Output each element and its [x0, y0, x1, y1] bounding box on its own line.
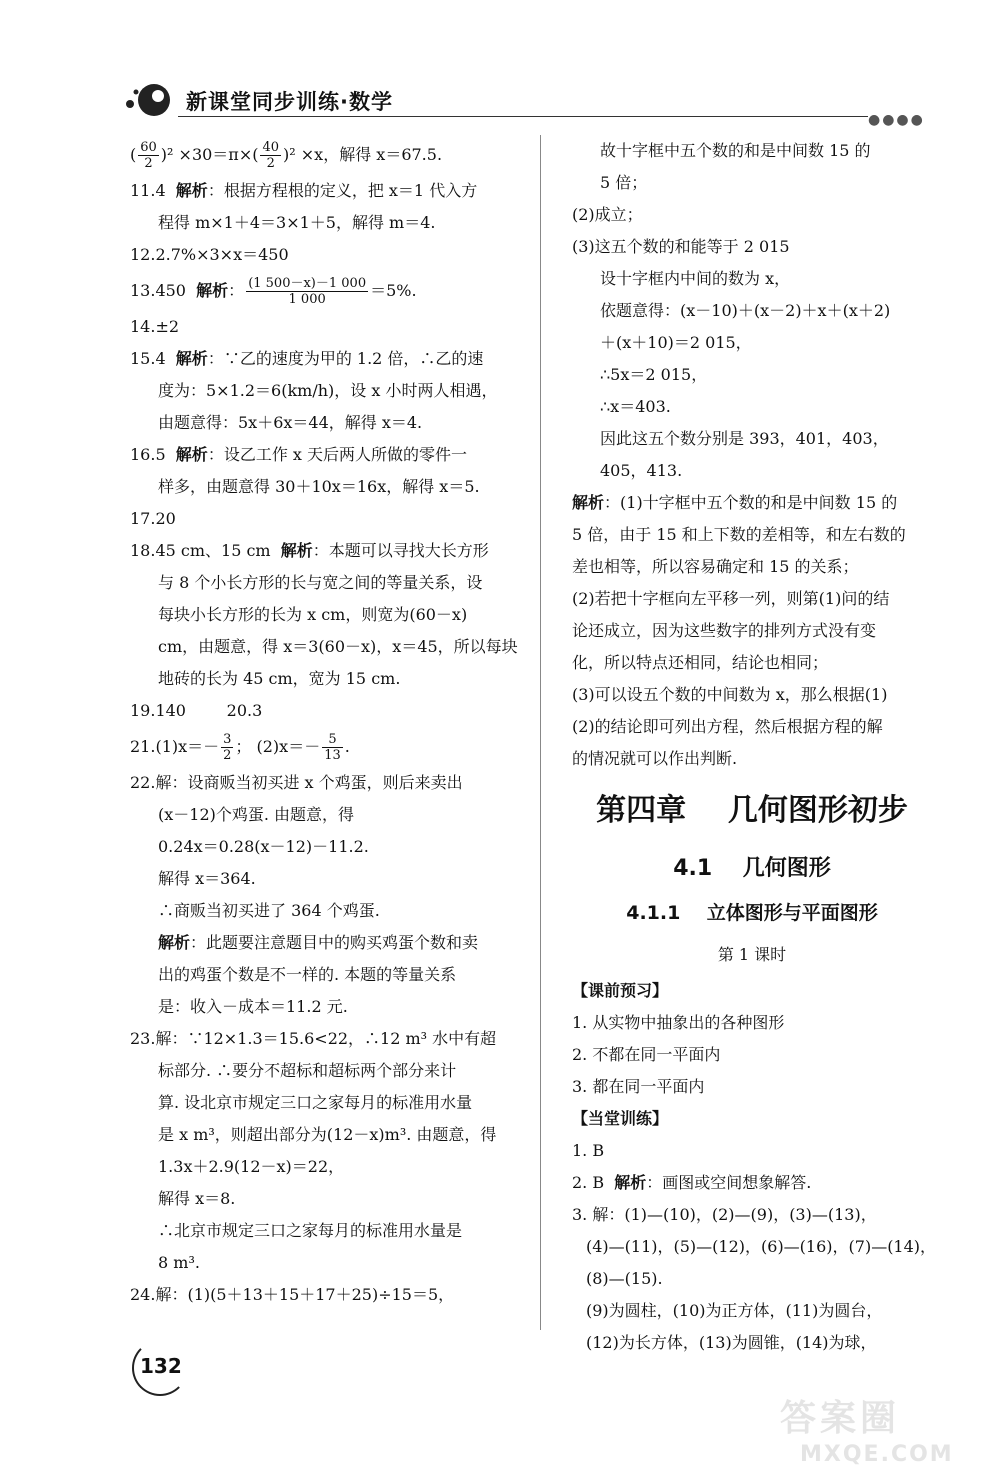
answer-line: 8 m³. — [158, 1253, 200, 1272]
answer-line: 每块小长方形的长为 x cm，则宽为(60－x) — [158, 605, 468, 624]
answer-24: 24.解：(1)(5＋13＋15＋17＋25)÷15＝5， — [130, 1285, 455, 1304]
answer-line: 3. 都在同一平面内 — [572, 1077, 705, 1096]
answer-line: (3)可以设五个数的中间数为 x，那么根据(1) — [572, 685, 888, 704]
answer-18: 18.45 cm、15 cm 解析：本题可以寻找大长方形 — [130, 541, 489, 560]
pre-study-heading: 【课前预习】 — [572, 981, 669, 1000]
answer-line: ∴商贩当初买进了 364 个鸡蛋. — [158, 901, 380, 920]
watermark-url: MXQE.COM — [800, 1442, 954, 1467]
right-column — [572, 135, 937, 1359]
header-rule — [178, 116, 868, 117]
answer-line: 的情况就可以作出判断. — [572, 749, 738, 768]
answer-line: ∴北京市规定三口之家每月的标准用水量是 — [158, 1221, 463, 1240]
answer-line: 解得 x＝364. — [158, 869, 256, 888]
fraction: $\frac{60}{2}$ — [140, 140, 157, 171]
left-column — [130, 135, 520, 1311]
watermark: 答案圈 — [780, 1398, 901, 1439]
in-class-heading: 【当堂训练】 — [572, 1109, 669, 1128]
answer-line: ∴5x＝2 015， — [600, 365, 708, 384]
answer-line: 论还成立，因为这些数字的排列方式没有变 — [572, 621, 877, 640]
answer-line: 由题意得：5x＋6x＝44，解得 x＝4. — [158, 413, 423, 432]
fraction: $\frac{5}{13}$ — [324, 732, 341, 763]
answer-line: 程得 m×1＋4＝3×1＋5，解得 m＝4. — [158, 213, 436, 232]
answer-line: 标部分. ∴要分不超标和超标两个部分来计 — [158, 1061, 457, 1080]
answer-17: 17.20 — [130, 509, 176, 528]
answer-line: 地砖的长为 45 cm，宽为 15 cm. — [158, 669, 401, 688]
answer-line: ( $\frac{60}{2}$ )² ×30＝π×( $\frac{40}{2}$ )² ×x，解得 x＝67.5. — [130, 140, 443, 171]
answer-line: 1. B — [572, 1141, 605, 1160]
analysis-line: 解析：此题要注意题目中的购买鸡蛋个数和卖 — [158, 933, 479, 952]
answer-15: 15.4 解析：∵乙的速度为甲的 1.2 倍，∴乙的速 — [130, 349, 484, 368]
answer-line: 依题意得：(x－10)＋(x－2)＋x＋(x＋2) — [600, 301, 891, 320]
answer-line: 0.24x＝0.28(x－12)－11.2. — [158, 837, 369, 856]
section-title: 4.1 几何图形 — [673, 856, 831, 881]
answer-line: 1. 从实物中抽象出的各种图形 — [572, 1013, 785, 1032]
answer-11: 11.4 解析：根据方程根的定义，把 x＝1 代入方 — [130, 181, 478, 200]
fraction: $\frac{(1 500-x)-1 000}{1 000}$ — [248, 276, 367, 307]
header-logo-icon — [118, 74, 178, 122]
answer-line: 差也相等，所以容易确定和 15 的关系； — [572, 557, 859, 576]
answer-line: 405，413. — [600, 461, 683, 480]
answer-line: 度为：5×1.2＝6(km/h)，设 x 小时两人相遇， — [158, 381, 498, 400]
answer-19-20: 19.140 20.3 — [130, 701, 263, 720]
answer-line: 出的鸡蛋个数是不一样的. 本题的等量关系 — [158, 965, 457, 984]
column-divider — [540, 135, 541, 1330]
answer-line: (x－12)个鸡蛋. 由题意，得 — [158, 805, 355, 824]
answer-line: ＋(x＋10)＝2 015， — [600, 333, 752, 352]
answer-16: 16.5 解析：设乙工作 x 天后两人所做的零件一 — [130, 445, 468, 464]
answer-line: (8)—(15). — [586, 1269, 663, 1288]
answer-line: 是：收入－成本＝11.2 元. — [158, 997, 348, 1016]
answer-line: 故十字框中五个数的和是中间数 15 的 — [600, 141, 871, 160]
answer-23: 23.解：∵12×1.3＝15.6<22，∴12 m³ 水中有超 — [130, 1029, 497, 1048]
fraction: $\frac{3}{2}$ — [223, 732, 232, 763]
answer-22: 22.解：设商贩当初买进 x 个鸡蛋，则后来卖出 — [130, 773, 463, 792]
answer-line: 1.3x＋2.9(12－x)＝22， — [158, 1157, 345, 1176]
subsection-title: 4.1.1 立体图形与平面图形 — [626, 902, 878, 924]
answer-21: 21.(1)x＝－ $\frac{3}{2}$ ； (2)x＝－ $\frac{5}{13}$ . — [130, 732, 350, 763]
answer-line: 样多，由题意得 30＋10x＝16x，解得 x＝5. — [158, 477, 480, 496]
answer-line: 2. 不都在同一平面内 — [572, 1045, 721, 1064]
page-number: 132 — [140, 1354, 182, 1378]
answer-line: (2)若把十字框向左平移一列，则第(1)问的结 — [572, 589, 890, 608]
answer-line: (4)—(11)，(5)—(12)，(6)—(16)，(7)—(14)， — [586, 1237, 937, 1256]
analysis-line: 解析：(1)十字框中五个数的和是中间数 15 的 — [572, 493, 898, 512]
answer-line: ∴x＝403. — [600, 397, 671, 416]
answer-line: 算. 设北京市规定三口之家每月的标准用水量 — [158, 1093, 473, 1112]
answer-13: 13.450 解析： $\frac{(1 500-x)-1 000}{1 000}$ ＝5%. — [130, 276, 417, 307]
answer-line: (2)成立； — [572, 205, 643, 224]
answer-line: 因此这五个数分别是 393，401，403， — [600, 429, 889, 448]
answer-14: 14.±2 — [130, 317, 180, 336]
answer-line: (3)这五个数的和能等于 2 015 — [572, 237, 790, 256]
header-title: 新课堂同步训练·数学 — [186, 90, 393, 114]
answer-line: 设十字框内中间的数为 x， — [600, 269, 791, 288]
answer-line: cm，由题意，得 x＝3(60－x)，x＝45，所以每块 — [158, 637, 518, 656]
answer-line: 是 x m³，则超出部分为(12－x)m³. 由题意，得 — [158, 1125, 497, 1144]
answer-line: 2. B 解析：画图或空间想象解答. — [572, 1173, 812, 1192]
answer-line: 化，所以特点还相同，结论也相同； — [572, 653, 829, 672]
header-dots: ●●●● — [868, 112, 925, 128]
answer-line: 5 倍； — [600, 173, 648, 192]
chapter-title: 第四章 几何图形初步 — [596, 793, 908, 828]
answer-line: 与 8 个小长方形的长与宽之间的等量关系，设 — [158, 573, 483, 592]
answer-line: (12)为长方体，(13)为圆锥，(14)为球， — [586, 1333, 877, 1352]
answer-line: (2)的结论即可列出方程，然后根据方程的解 — [572, 717, 883, 736]
answer-12: 12.2.7%×3×x＝450 — [130, 245, 289, 264]
answer-line: 5 倍，由于 15 和上下数的差相等，和左右数的 — [572, 525, 906, 544]
answer-line: (9)为圆柱，(10)为正方体，(11)为圆台， — [586, 1301, 883, 1320]
fraction: $\frac{40}{2}$ — [262, 140, 280, 171]
session-title: 第 1 课时 — [717, 945, 787, 964]
answer-line: 3. 解：(1)—(10)，(2)—(9)，(3)—(13)， — [572, 1205, 877, 1224]
answer-line: 解得 x＝8. — [158, 1189, 236, 1208]
